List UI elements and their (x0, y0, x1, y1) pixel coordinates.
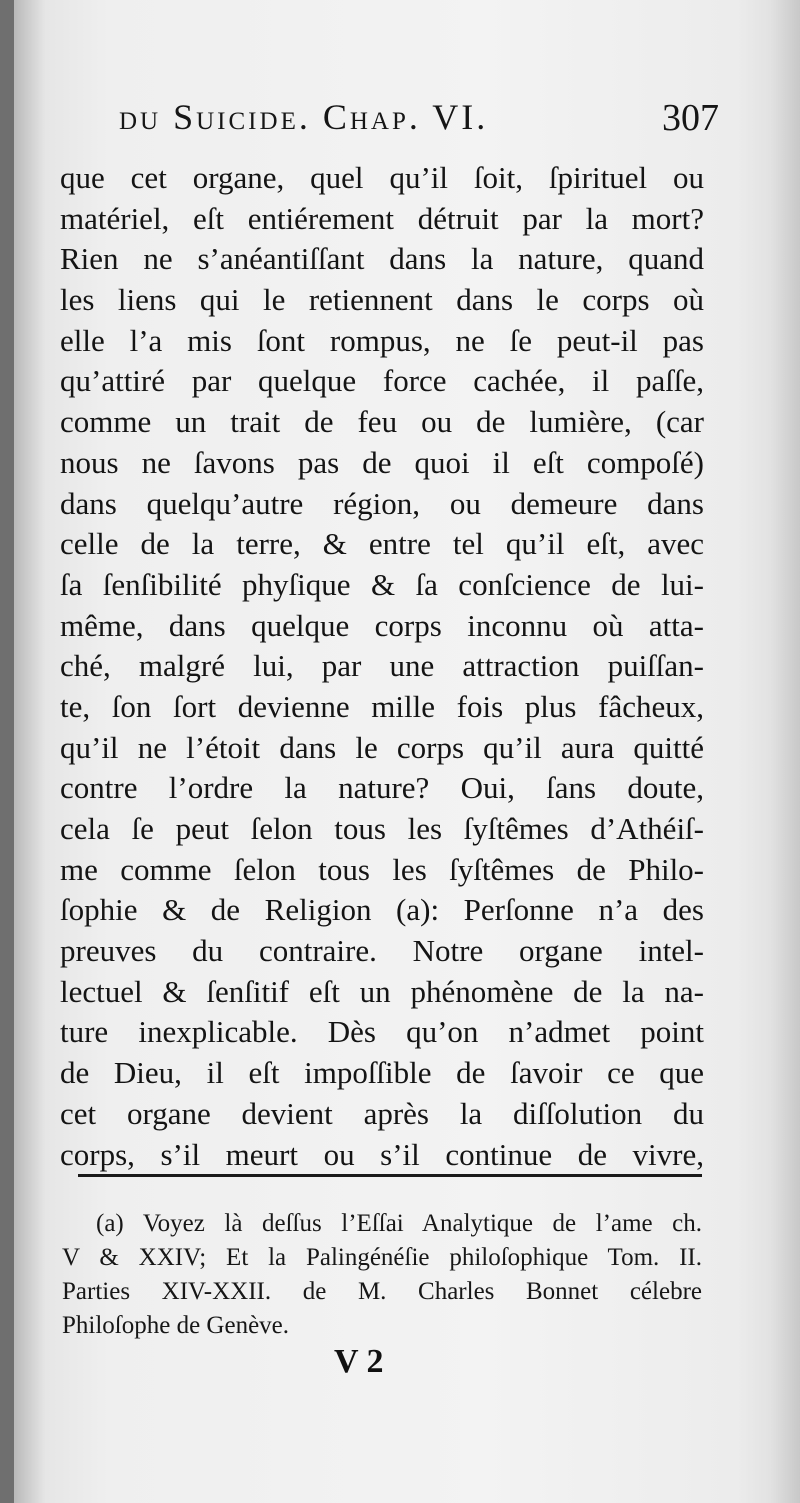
text-line: qu’attiré par quelque force cachée, il paſſe, (60, 363, 704, 399)
text-line: de Dieu, il eſt impoſſible de ſavoir ce que (60, 1055, 704, 1091)
footnote-rule (78, 1174, 702, 1177)
text-line: elle l’a mis ſont rompus, ne ſe peut-il pas (60, 322, 704, 358)
text-line: ſophie & de Religion (a): Perſonne n’a des (60, 892, 704, 928)
footnote-line: (a) Voyez là deſſus l’Eſſai Analytique de l’ame ch. (96, 1210, 702, 1237)
text-line: ché, malgré lui, par une attraction puiſſan- (60, 648, 704, 684)
text-line: ſa ſenſibilité phyſique & ſa conſcience de lui- (60, 566, 704, 602)
text-line: celle de la terre, & entre tel qu’il eſt, avec (60, 526, 704, 562)
footnote (62, 1207, 702, 1343)
text-line: te, ſon ſort devienne mille fois plus fâcheux, (60, 688, 704, 724)
page-edge-shadow (770, 0, 800, 1503)
text-line: qu’il ne l’étoit dans le corps qu’il aura quitté (60, 729, 704, 765)
text-line: cet organe devient après la diſſolution du (60, 1095, 704, 1131)
body-text (60, 158, 704, 1175)
text-line: me comme ſelon tous les ſyſtêmes de Philo- (60, 851, 704, 887)
text-line: nous ne ſavons pas de quoi il eſt compoſé) (60, 444, 704, 480)
text-line: ture inexplicable. Dès qu’on n’admet point (60, 1014, 704, 1050)
text-line: les liens qui le retiennent dans le corps où (60, 282, 704, 318)
footnote-line: V & XXIV; Et la Palingénéſie philoſophique Tom. II. (62, 1244, 702, 1271)
text-line: lectuel & ſenſitif eſt un phénomène de la na- (60, 973, 704, 1009)
text-line: contre l’ordre la nature? Oui, ſans doute, (60, 770, 704, 806)
signature-mark: V 2 (334, 1343, 384, 1380)
running-head: du Suicide. Chap. VI. (119, 97, 489, 137)
text-line: corps, s’il meurt ou s’il continue de vivre, (60, 1136, 704, 1172)
text-line: dans quelqu’autre région, ou demeure dans (60, 485, 704, 521)
page-header (119, 96, 719, 146)
text-line: Rien ne s’anéantiſſant dans la nature, quand (60, 241, 704, 277)
book-page (14, 0, 800, 1503)
text-line: cela ſe peut ſelon tous les ſyſtêmes d’Athéiſ- (60, 811, 704, 846)
text-line: que cet organe, quel qu’il ſoit, ſpirituel ou (60, 160, 704, 195)
footnote-line: Philoſophe de Genève. (62, 1312, 290, 1339)
text-line: même, dans quelque corps inconnu où atta- (60, 607, 704, 643)
text-line: preuves du contraire. Notre organe intel- (60, 933, 704, 969)
page-number: 307 (662, 97, 719, 139)
text-line: comme un trait de feu ou de lumière, (car (60, 404, 704, 440)
text-line: matériel, eſt entiérement détruit par la mort? (60, 200, 704, 236)
footnote-line: Parties XIV-XXII. de M. Charles Bonnet célebre (62, 1278, 702, 1305)
